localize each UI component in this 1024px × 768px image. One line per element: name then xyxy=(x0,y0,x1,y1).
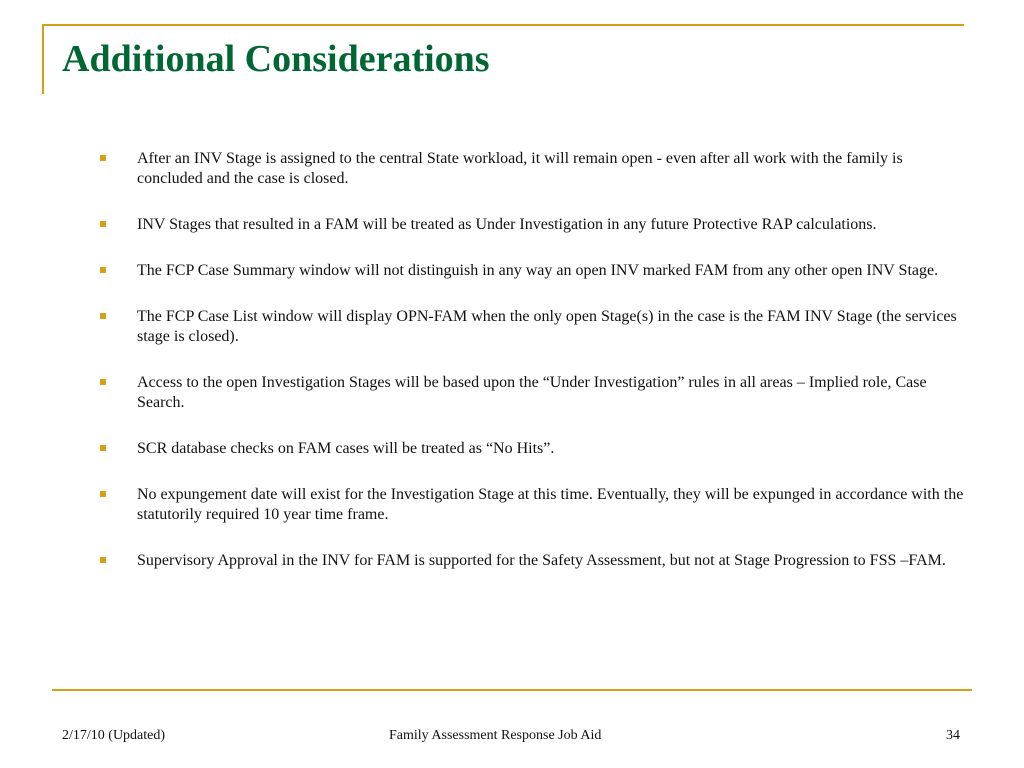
bullet-text: INV Stages that resulted in a FAM will be treated as Under Investigation in any future Protective RAP calculations. xyxy=(137,216,877,233)
square-bullet-icon xyxy=(100,155,106,161)
bullet-item xyxy=(98,439,968,459)
footer-divider xyxy=(52,689,972,691)
square-bullet-icon xyxy=(100,313,106,319)
bullet-item xyxy=(98,149,968,189)
bullet-item xyxy=(98,551,968,571)
bullet-text: The FCP Case Summary window will not distinguish in any way an open INV marked FAM from any other open INV Stage. xyxy=(137,262,939,279)
slide-title: Additional Considerations xyxy=(62,38,490,80)
bullet-list xyxy=(98,149,968,597)
square-bullet-icon xyxy=(100,491,106,497)
bullet-item xyxy=(98,485,968,525)
page-number: 34 xyxy=(946,728,960,743)
footer-date: 2/17/10 (Updated) xyxy=(62,728,166,743)
bullet-item xyxy=(98,215,968,235)
bullet-text: Supervisory Approval in the INV for FAM is supported for the Safety Assessment, but not at Stage Progression to FSS –FAM. xyxy=(137,552,946,569)
square-bullet-icon xyxy=(100,379,106,385)
bullet-text: SCR database checks on FAM cases will be treated as “No Hits”. xyxy=(137,440,555,457)
bullet-item xyxy=(98,307,968,347)
square-bullet-icon xyxy=(100,221,106,227)
bullet-item xyxy=(98,373,968,413)
bullet-text: No expungement date will exist for the Investigation Stage at this time. Eventually, they will be expunged in accordance with the statutorily required 10 year time frame. xyxy=(137,486,964,523)
bullet-text: After an INV Stage is assigned to the central State workload, it will remain open - even after all work with the family is concluded and the case is closed. xyxy=(137,150,903,187)
title-frame-top-rule xyxy=(42,24,964,26)
bullet-text: The FCP Case List window will display OPN-FAM when the only open Stage(s) in the case is the FAM INV Stage (the services stage is closed). xyxy=(137,308,957,345)
footer-title: Family Assessment Response Job Aid xyxy=(389,728,602,743)
bullet-text: Access to the open Investigation Stages will be based upon the “Under Investigation” rules in all areas – Implied role, Case Search. xyxy=(137,374,927,411)
bullet-item xyxy=(98,261,968,281)
title-frame-left-rule xyxy=(42,24,44,94)
square-bullet-icon xyxy=(100,445,106,451)
square-bullet-icon xyxy=(100,267,106,273)
square-bullet-icon xyxy=(100,557,106,563)
